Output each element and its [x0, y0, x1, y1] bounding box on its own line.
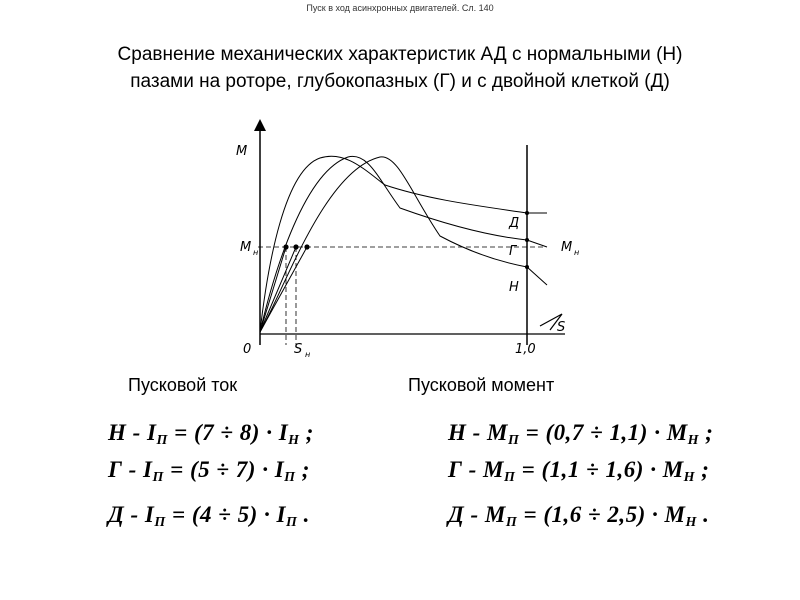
operating-point-2 [293, 244, 298, 249]
header-note: Пуск в ход асинхронных двигателей. Сл. 140 [306, 3, 494, 13]
mn-right-subscript: н [574, 248, 580, 257]
formula-current-g: $Г - I_П = (5 \div 7) \cdot I_П$ ; [108, 457, 310, 485]
formula-current-n: $Н - I_П = (7 \div 8) \cdot I_Н$ ; [108, 420, 314, 448]
mn-right-label: М [561, 240, 573, 255]
curve-n [260, 157, 547, 332]
curve-n-label: Н [509, 280, 519, 295]
mn-left-label: М [240, 240, 252, 255]
formula-torque-n: $Н - M_П = (0,7 \div 1,1) \cdot M_Н$ ; [448, 420, 714, 448]
operating-point-1 [283, 244, 288, 249]
sn-label: S [294, 342, 303, 357]
linear-segment-3 [260, 247, 307, 332]
title-line-1: Сравнение механических характеристик АД с нормальными (Н) [117, 44, 683, 65]
origin-label: 0 [243, 342, 252, 357]
mn-left-subscript: н [253, 248, 259, 257]
curve-d-label: Д [509, 216, 520, 231]
formula-torque-g: $Г - M_П = (1,1 \div 1,6) \cdot M_Н$ ; [448, 457, 710, 485]
s-one-label: 1,0 [515, 342, 536, 357]
start-point-n [525, 265, 529, 269]
formula-current-d: $Д - I_П = (4 \div 5) \cdot I_П$ . [108, 502, 310, 530]
m-axis-label: М [236, 144, 248, 159]
title-line-2: пазами на роторе, глубокопазных (Г) и с двойной клеткой (Д) [130, 71, 670, 92]
start-current-heading: Пусковой ток [128, 375, 238, 395]
start-torque-heading: Пусковой момент [408, 375, 555, 395]
operating-point-3 [304, 244, 309, 249]
start-point-g [525, 238, 529, 242]
s-axis-label: S [557, 320, 566, 335]
linear-segment-1 [260, 247, 286, 332]
sn-subscript: н [305, 350, 311, 359]
formula-torque-d: $Д - M_П = (1,6 \div 2,5) \cdot M_Н$ . [448, 502, 710, 530]
curve-g-label: Г [509, 244, 517, 259]
start-point-d [525, 211, 529, 215]
